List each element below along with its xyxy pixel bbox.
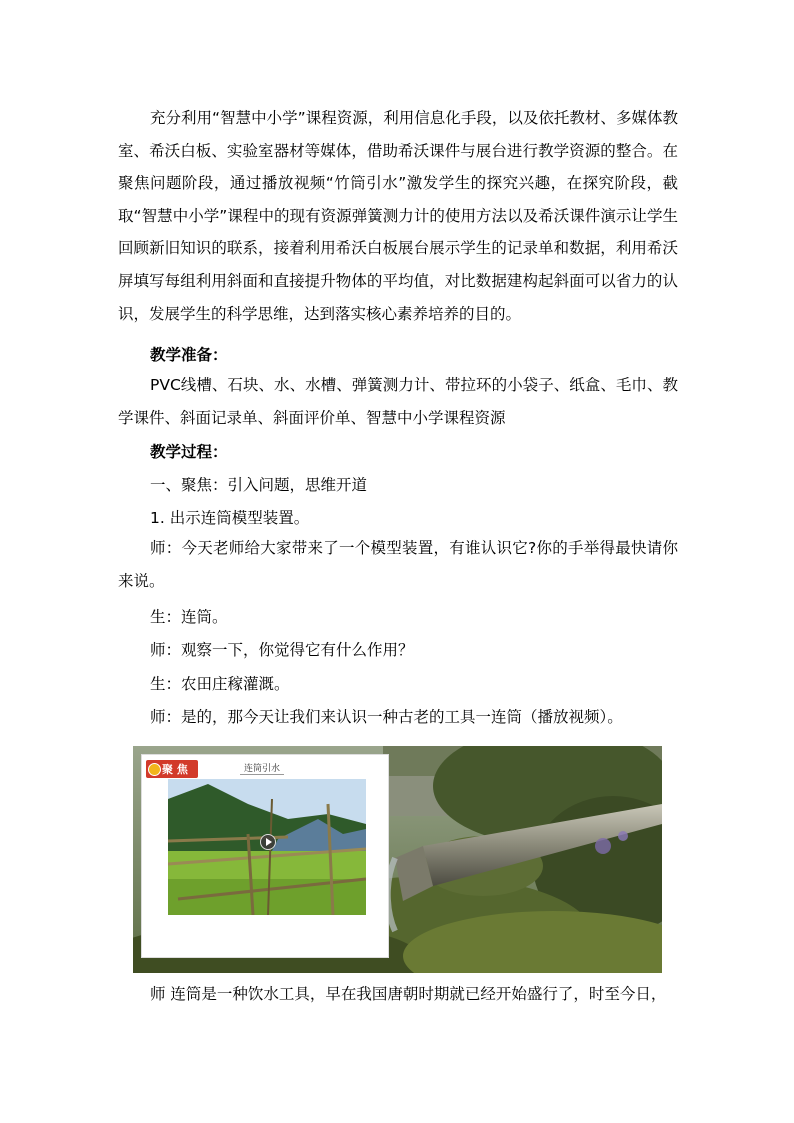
teacher-line-4: 师 连筒是一种饮水工具，早在我国唐朝时期就已经开始盛行了，时至今日， bbox=[150, 985, 667, 1003]
video-title: 连筒引水 bbox=[240, 761, 284, 775]
teacher-line-2: 师：观察一下，你觉得它有什么作用？ bbox=[150, 641, 414, 659]
play-icon[interactable] bbox=[260, 834, 276, 850]
bamboo-field-photo bbox=[168, 779, 366, 915]
focus-tag bbox=[146, 760, 198, 778]
section-heading-1: 一、聚焦：引入问题，思维开道 bbox=[150, 476, 368, 494]
teacher-line-1: 师：今天老师给大家带来了一个模型装置，有谁认识它?你的手举得最快请你来说。 bbox=[118, 539, 678, 590]
prep-body: PVC线槽、石块、水、水槽、弹簧测力计、带拉环的小袋子、纸盒、毛巾、教学课件、斜面记录单、斜面评价单、智慧中小学课程资源 bbox=[118, 376, 678, 427]
student-line-1: 生：连筒。 bbox=[150, 608, 228, 626]
video-screenshot bbox=[133, 746, 662, 973]
student-line-2: 生：农田庄稼灌溉。 bbox=[150, 675, 290, 693]
focus-tag-label: 聚 焦 bbox=[162, 763, 188, 776]
video-inset-frame bbox=[141, 754, 389, 958]
process-heading: 教学过程： bbox=[150, 443, 228, 461]
intro-paragraph: 充分利用“智慧中小学”课程资源，利用信息化手段，以及依托教材、多媒体教室、希沃白板、实验室器材等媒体，借助希沃课件与展台进行教学资源的整合。在聚焦问题阶段，通过播放视频“竹筒引水”激发学生的探究兴趣，在探究阶段，截取“智慧中小学”课程中的现有资源弹簧测力计的使用方法以及希沃课件演示让学生回顾新旧知识的联系，接着利用希沃白板展台展示学生的记录单和数据，利用希沃屏填写每组利用斜面和直接提升物体的平均值，对比数据建构起斜面可以省力的认识，发展学生的科学思维，达到落实核心素养培养的目的。 bbox=[118, 109, 678, 323]
prep-heading: 教学准备： bbox=[150, 346, 228, 364]
step-1: 1. 出示连筒模型装置。 bbox=[150, 509, 310, 527]
teacher-line-3: 师：是的，那今天让我们来认识一种古老的工具一连筒（播放视频）。 bbox=[150, 708, 623, 726]
focus-badge-icon bbox=[148, 763, 161, 776]
